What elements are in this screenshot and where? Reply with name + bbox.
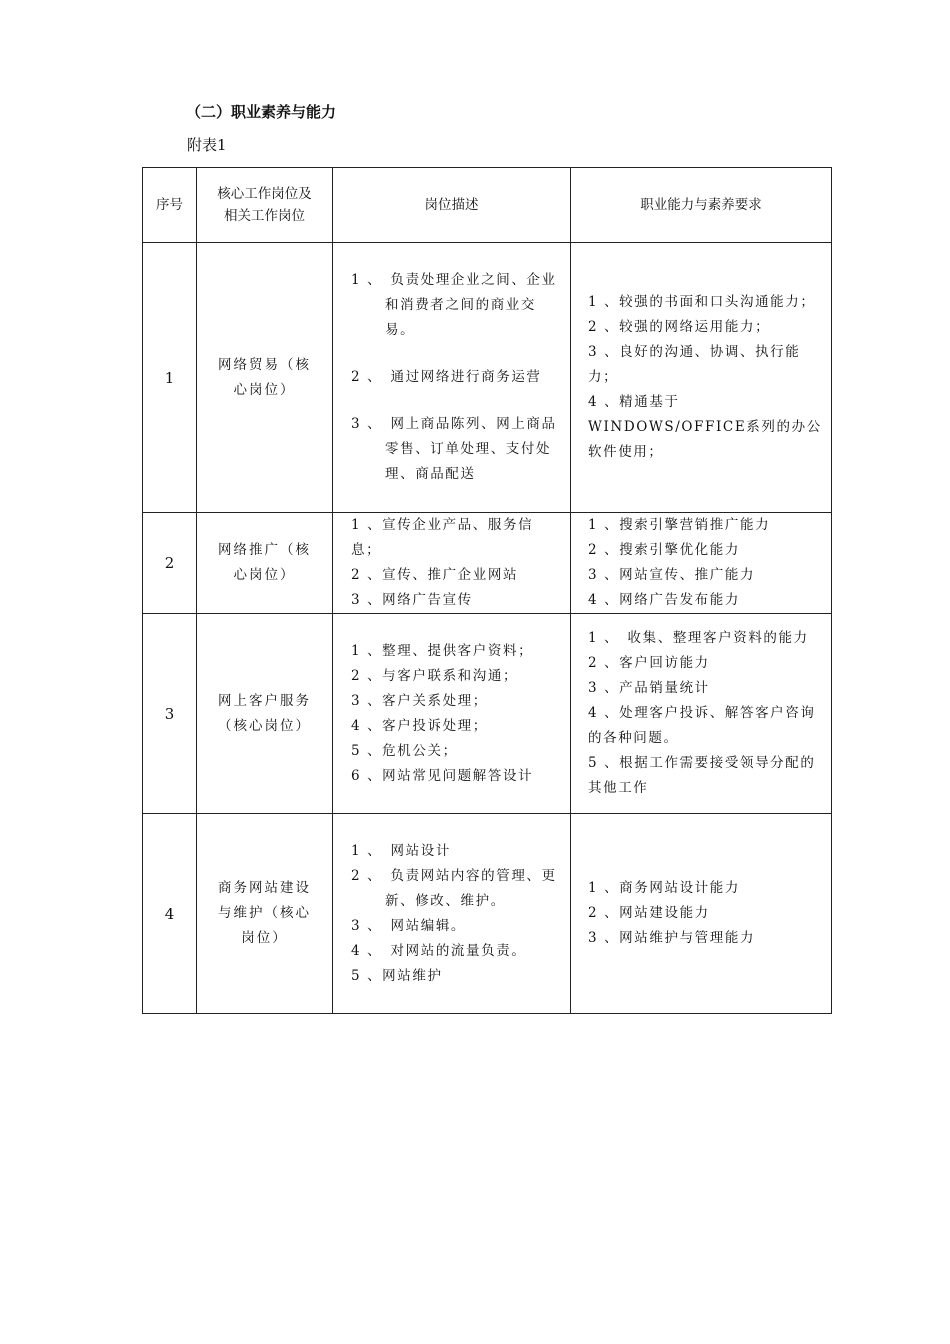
job-post: 网络推广（核心岗位） [197,513,333,614]
desc-item: 2 、宣传、推广企业网站 [351,567,519,583]
job-post: 网上客户服务（核心岗位） [197,614,333,814]
row-number: 3 [143,614,197,814]
job-description [333,513,571,614]
table-row [143,243,832,513]
job-post: 网络贸易（核心岗位） [197,243,333,513]
req-item: 2 、网站建设能力 [588,905,710,921]
req-item: 2 、较强的网络运用能力； [588,319,771,335]
row-number: 2 [143,513,197,614]
desc-item: 1 、 网站设计 [351,842,451,859]
job-requirements [571,814,832,1014]
desc-item: 6 、网站常见问题解答设计 [351,767,534,784]
desc-item: 1 、 负责处理企业之间、企业和消费者之间的商业交易。 [351,272,557,338]
desc-item: 3 、客户关系处理； [351,692,488,709]
job-ability-table [142,167,832,1014]
table-row [143,513,832,614]
job-description [333,614,571,814]
req-item: 3 、网站宣传、推广能力 [588,567,756,583]
row-number: 4 [143,814,197,1014]
header-desc: 岗位描述 [333,168,571,243]
req-item: 4 、网络广告发布能力 [588,592,740,608]
desc-item: 1 、整理、提供客户资料； [351,642,534,659]
desc-item: 2 、 负责网站内容的管理、更新、修改、维护。 [351,867,557,909]
desc-item: 3 、 网上商品陈列、网上商品零售、订单处理、支付处理、商品配送 [351,416,557,482]
section-heading: （二）职业素养与能力 [186,103,337,121]
table-row [143,814,832,1014]
table-row [143,614,832,814]
desc-item: 3 、 网站编辑。 [351,917,467,934]
table-header-row [143,168,832,243]
desc-item: 2 、与客户联系和沟通； [351,667,519,684]
desc-item: 3 、网络广告宣传 [351,592,473,608]
req-item: 3 、产品销量统计 [588,680,710,696]
desc-item: 1 、宣传企业产品、服务信息； [351,517,534,558]
header-post: 核心工作岗位及相关工作岗位 [197,168,333,243]
desc-item: 4 、客户投诉处理； [351,717,488,734]
job-post: 商务网站建设与维护（核心岗位） [197,814,333,1014]
req-item: 3 、良好的沟通、协调、执行能力； [588,344,801,385]
req-item: 2 、客户回访能力 [588,655,710,671]
job-requirements [571,513,832,614]
header-req: 职业能力与素养要求 [571,168,832,243]
req-item: 3 、网站维护与管理能力 [588,930,756,946]
req-item: 1 、 收集、整理客户资料的能力 [588,630,809,646]
req-item: 4 、精通基于WINDOWS/OFFICE系列的办公软件使用； [588,394,822,460]
row-number: 1 [143,243,197,513]
desc-item: 5 、危机公关； [351,742,458,759]
table-caption: 附表1 [187,136,227,154]
req-item: 2 、搜索引擎优化能力 [588,542,740,558]
req-item: 4 、处理客户投诉、解答客户咨询的各种问题。 [588,705,816,746]
req-item: 1 、较强的书面和口头沟通能力； [588,294,816,310]
header-no: 序号 [143,168,197,243]
job-requirements [571,243,832,513]
desc-item: 2 、 通过网络进行商务运营 [351,369,542,385]
desc-item: 5 、网站维护 [351,967,443,984]
req-item: 5 、根据工作需要接受领导分配的其他工作 [588,755,816,796]
desc-item: 4 、 对网站的流量负责。 [351,942,527,959]
job-description [333,243,571,513]
job-description [333,814,571,1014]
req-item: 1 、搜索引擎营销推广能力 [588,517,771,533]
req-item: 1 、商务网站设计能力 [588,880,740,896]
job-requirements [571,614,832,814]
